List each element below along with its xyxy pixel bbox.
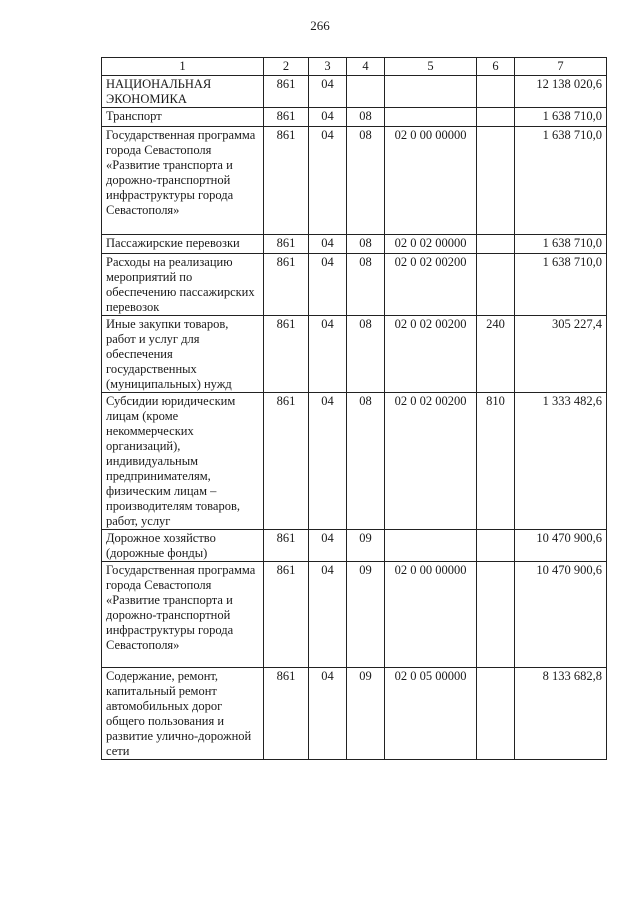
row-subsection: 08 — [347, 316, 385, 393]
table-row — [102, 235, 607, 254]
row-name: Субсидии юридическим лицам (кроме некоммерческих организаций), индивидуальным предпринимателям, физическим лицам – производителям товаров, работ, услуг — [102, 393, 264, 530]
row-admin-code: 861 — [264, 530, 309, 562]
row-expense-type — [477, 108, 515, 127]
table-row — [102, 108, 607, 127]
table-row — [102, 127, 607, 235]
row-subsection: 08 — [347, 235, 385, 254]
table-row — [102, 530, 607, 562]
row-expense-type: 810 — [477, 393, 515, 530]
row-admin-code: 861 — [264, 108, 309, 127]
row-section: 04 — [309, 108, 347, 127]
header-col-2: 2 — [264, 58, 309, 76]
row-name: Содержание, ремонт, капитальный ремонт автомобильных дорог общего пользования и развитие улично-дорожной сети — [102, 668, 264, 760]
row-admin-code: 861 — [264, 668, 309, 760]
table-row — [102, 668, 607, 760]
header-col-7: 7 — [515, 58, 607, 76]
row-section: 04 — [309, 127, 347, 235]
header-row — [102, 58, 607, 76]
budget-table — [101, 57, 607, 760]
row-target-code: 02 0 00 00000 — [385, 562, 477, 668]
row-admin-code: 861 — [264, 562, 309, 668]
row-target-code: 02 0 02 00000 — [385, 235, 477, 254]
row-name: Пассажирские перевозки — [102, 235, 264, 254]
row-subsection: 09 — [347, 668, 385, 760]
row-subsection: 08 — [347, 393, 385, 530]
row-target-code: 02 0 02 00200 — [385, 254, 477, 316]
row-admin-code: 861 — [264, 316, 309, 393]
page-number: 266 — [310, 18, 330, 33]
row-section: 04 — [309, 316, 347, 393]
row-expense-type: 240 — [477, 316, 515, 393]
row-target-code: 02 0 02 00200 — [385, 316, 477, 393]
row-section: 04 — [309, 530, 347, 562]
row-name: Расходы на реализацию мероприятий по обеспечению пассажирских перевозок — [102, 254, 264, 316]
row-amount: 1 638 710,0 — [515, 108, 607, 127]
row-admin-code: 861 — [264, 76, 309, 108]
row-name: НАЦИОНАЛЬНАЯ ЭКОНОМИКА — [102, 76, 264, 108]
table-row — [102, 562, 607, 668]
row-amount: 1 333 482,6 — [515, 393, 607, 530]
header-col-3: 3 — [309, 58, 347, 76]
header-col-4: 4 — [347, 58, 385, 76]
header-col-6: 6 — [477, 58, 515, 76]
row-section: 04 — [309, 76, 347, 108]
table-row — [102, 254, 607, 316]
row-amount: 305 227,4 — [515, 316, 607, 393]
row-subsection: 09 — [347, 562, 385, 668]
row-name: Иные закупки товаров, работ и услуг для обеспечения государственных (муниципальных) нужд — [102, 316, 264, 393]
row-subsection: 08 — [347, 127, 385, 235]
row-section: 04 — [309, 254, 347, 316]
row-amount: 1 638 710,0 — [515, 235, 607, 254]
row-amount: 10 470 900,6 — [515, 530, 607, 562]
table-row — [102, 316, 607, 393]
row-amount: 12 138 020,6 — [515, 76, 607, 108]
table-row — [102, 76, 607, 108]
row-admin-code: 861 — [264, 235, 309, 254]
row-subsection — [347, 76, 385, 108]
row-admin-code: 861 — [264, 127, 309, 235]
row-subsection: 08 — [347, 254, 385, 316]
row-expense-type — [477, 254, 515, 316]
row-amount: 1 638 710,0 — [515, 254, 607, 316]
row-expense-type — [477, 127, 515, 235]
header-col-5: 5 — [385, 58, 477, 76]
row-section: 04 — [309, 668, 347, 760]
row-amount: 10 470 900,6 — [515, 562, 607, 668]
row-target-code: 02 0 00 00000 — [385, 127, 477, 235]
row-admin-code: 861 — [264, 254, 309, 316]
row-expense-type — [477, 668, 515, 760]
row-name: Государственная программа города Севастополя «Развитие транспорта и дорожно-транспортной инфраструктуры города Севастополя» — [102, 127, 264, 235]
row-name: Государственная программа города Севастополя «Развитие транспорта и дорожно-транспортной инфраструктуры города Севастополя» — [102, 562, 264, 668]
row-amount: 1 638 710,0 — [515, 127, 607, 235]
row-admin-code: 861 — [264, 393, 309, 530]
row-expense-type — [477, 530, 515, 562]
row-expense-type — [477, 76, 515, 108]
row-target-code: 02 0 05 00000 — [385, 668, 477, 760]
row-expense-type — [477, 235, 515, 254]
row-section: 04 — [309, 235, 347, 254]
row-name: Дорожное хозяйство (дорожные фонды) — [102, 530, 264, 562]
row-amount: 8 133 682,8 — [515, 668, 607, 760]
row-expense-type — [477, 562, 515, 668]
row-target-code — [385, 530, 477, 562]
header-col-1: 1 — [102, 58, 264, 76]
row-subsection: 09 — [347, 530, 385, 562]
row-target-code — [385, 108, 477, 127]
row-section: 04 — [309, 562, 347, 668]
table-row — [102, 393, 607, 530]
row-target-code: 02 0 02 00200 — [385, 393, 477, 530]
row-target-code — [385, 76, 477, 108]
row-section: 04 — [309, 393, 347, 530]
row-name: Транспорт — [102, 108, 264, 127]
row-subsection: 08 — [347, 108, 385, 127]
